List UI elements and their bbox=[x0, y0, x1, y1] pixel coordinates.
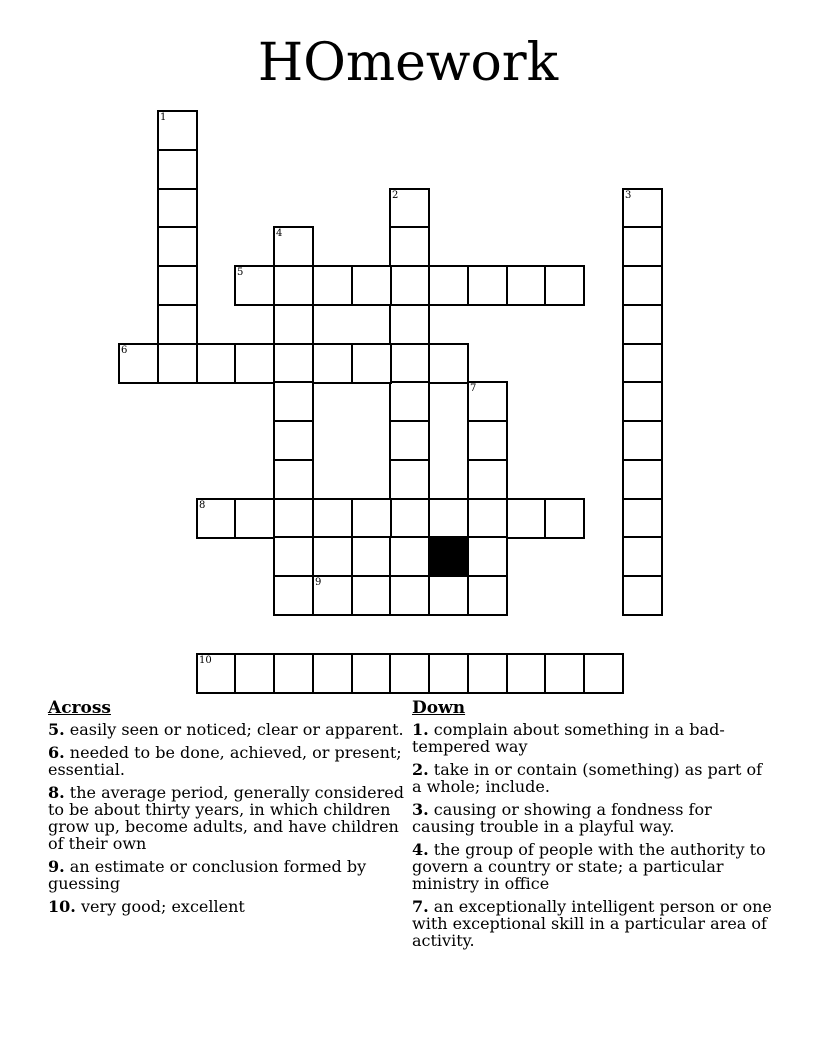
clue-number: 8 bbox=[199, 500, 206, 511]
across-heading: Across bbox=[48, 698, 111, 718]
grid-cell[interactable] bbox=[389, 575, 430, 616]
grid-cell[interactable] bbox=[351, 575, 392, 616]
grid-cell[interactable] bbox=[389, 188, 430, 229]
clue-number: 1 bbox=[160, 112, 167, 123]
grid-cell[interactable] bbox=[622, 536, 663, 577]
grid-cell[interactable] bbox=[544, 653, 585, 694]
grid-cell[interactable] bbox=[467, 575, 508, 616]
grid-cell[interactable] bbox=[622, 575, 663, 616]
grid-cell[interactable] bbox=[622, 304, 663, 345]
grid-cell[interactable] bbox=[157, 304, 198, 345]
grid-cell[interactable] bbox=[273, 498, 314, 539]
grid-cell[interactable] bbox=[622, 343, 663, 384]
clue-down-1: 1. complain about something in a bad-tempered way bbox=[412, 720, 725, 756]
grid-cell[interactable] bbox=[273, 226, 314, 267]
clue-number: 7 bbox=[470, 383, 477, 394]
grid-cell[interactable] bbox=[312, 343, 353, 384]
grid-cell[interactable] bbox=[196, 498, 237, 539]
page-title: HOmework bbox=[257, 33, 559, 93]
grid-cell[interactable] bbox=[273, 420, 314, 461]
grid-cell[interactable] bbox=[583, 653, 624, 694]
grid-cell[interactable] bbox=[273, 304, 314, 345]
clue-number: 10 bbox=[199, 655, 212, 666]
grid-cell[interactable] bbox=[351, 265, 392, 306]
grid-cell[interactable] bbox=[622, 188, 663, 229]
grid-cell[interactable] bbox=[622, 381, 663, 422]
grid-cell[interactable] bbox=[389, 498, 430, 539]
grid-cell[interactable] bbox=[428, 265, 469, 306]
grid-cell[interactable] bbox=[273, 381, 314, 422]
grid-cell[interactable] bbox=[389, 304, 430, 345]
grid-cell[interactable] bbox=[157, 265, 198, 306]
down-heading: Down bbox=[412, 698, 466, 718]
grid-cell[interactable] bbox=[622, 226, 663, 267]
grid-cell[interactable] bbox=[196, 343, 237, 384]
grid-cell[interactable] bbox=[389, 536, 430, 577]
grid-cell[interactable] bbox=[273, 459, 314, 500]
clue-across-6: 6. needed to be done, achieved, or present; essential. bbox=[48, 743, 402, 779]
clue-number: 9 bbox=[315, 577, 322, 588]
grid-cell[interactable] bbox=[622, 498, 663, 539]
clue-across-10: 10. very good; excellent bbox=[48, 897, 245, 916]
grid-cell[interactable] bbox=[389, 420, 430, 461]
grid-cell[interactable] bbox=[312, 498, 353, 539]
grid-cell[interactable] bbox=[273, 575, 314, 616]
grid-cell[interactable] bbox=[622, 420, 663, 461]
grid-cell[interactable] bbox=[273, 536, 314, 577]
grid-cell[interactable] bbox=[312, 536, 353, 577]
grid-cell[interactable] bbox=[118, 343, 159, 384]
grid-block bbox=[428, 536, 469, 577]
grid-cell[interactable] bbox=[428, 343, 469, 384]
grid-cell[interactable] bbox=[312, 575, 353, 616]
grid-cell[interactable] bbox=[157, 226, 198, 267]
clue-down-3: 3. causing or showing a fondness for causing trouble in a playful way. bbox=[412, 800, 712, 836]
grid-cell[interactable] bbox=[467, 265, 508, 306]
grid-cell[interactable] bbox=[351, 653, 392, 694]
clue-down-7: 7. an exceptionally intelligent person or one with exceptional skill in a particular area of activity. bbox=[412, 897, 772, 950]
clue-number: 6 bbox=[121, 345, 128, 356]
grid-cell[interactable] bbox=[196, 653, 237, 694]
grid-cell[interactable] bbox=[234, 343, 275, 384]
grid-cell[interactable] bbox=[622, 459, 663, 500]
grid-cell[interactable] bbox=[157, 110, 198, 151]
grid-cell[interactable] bbox=[506, 265, 547, 306]
clue-number: 4 bbox=[276, 228, 283, 239]
grid-cell[interactable] bbox=[273, 653, 314, 694]
grid-cell[interactable] bbox=[544, 498, 585, 539]
grid-cell[interactable] bbox=[622, 265, 663, 306]
grid-cell[interactable] bbox=[506, 653, 547, 694]
clue-number: 3 bbox=[625, 190, 632, 201]
grid-cell[interactable] bbox=[273, 265, 314, 306]
grid-cell[interactable] bbox=[467, 536, 508, 577]
grid-cell[interactable] bbox=[467, 498, 508, 539]
grid-cell[interactable] bbox=[273, 343, 314, 384]
clue-across-9: 9. an estimate or conclusion formed by guessing bbox=[48, 857, 367, 893]
grid-cell[interactable] bbox=[467, 381, 508, 422]
grid-cell[interactable] bbox=[234, 265, 275, 306]
grid-cell[interactable] bbox=[428, 653, 469, 694]
clue-down-4: 4. the group of people with the authority to govern a country or state; a particular ministry in office bbox=[412, 840, 766, 893]
grid-cell[interactable] bbox=[157, 343, 198, 384]
grid-cell[interactable] bbox=[389, 226, 430, 267]
grid-cell[interactable] bbox=[428, 498, 469, 539]
grid-cell[interactable] bbox=[389, 343, 430, 384]
grid-cell[interactable] bbox=[312, 265, 353, 306]
grid-cell[interactable] bbox=[234, 653, 275, 694]
grid-cell[interactable] bbox=[544, 265, 585, 306]
grid-cell[interactable] bbox=[467, 653, 508, 694]
grid-cell[interactable] bbox=[389, 653, 430, 694]
grid-cell[interactable] bbox=[389, 381, 430, 422]
grid-cell[interactable] bbox=[351, 498, 392, 539]
across-clues bbox=[48, 700, 408, 921]
grid-cell[interactable] bbox=[234, 498, 275, 539]
clue-down-2: 2. take in or contain (something) as part of a whole; include. bbox=[412, 760, 763, 796]
clue-number: 2 bbox=[392, 190, 399, 201]
clue-number: 5 bbox=[237, 267, 244, 278]
clue-across-5: 5. easily seen or noticed; clear or apparent. bbox=[48, 720, 404, 739]
grid-cell[interactable] bbox=[506, 498, 547, 539]
grid-cell[interactable] bbox=[467, 420, 508, 461]
grid-cell[interactable] bbox=[157, 149, 198, 190]
grid-cell[interactable] bbox=[351, 536, 392, 577]
grid-cell[interactable] bbox=[157, 188, 198, 229]
grid-cell[interactable] bbox=[389, 459, 430, 500]
grid-cell[interactable] bbox=[467, 459, 508, 500]
grid-cell[interactable] bbox=[312, 653, 353, 694]
grid-cell[interactable] bbox=[428, 575, 469, 616]
clue-across-8: 8. the average period, generally considered to be about thirty years, in which children grow up, become adults, and have children of their own bbox=[48, 783, 404, 853]
down-clues bbox=[412, 700, 772, 955]
grid-cell[interactable] bbox=[351, 343, 392, 384]
grid-cell[interactable] bbox=[389, 265, 430, 306]
